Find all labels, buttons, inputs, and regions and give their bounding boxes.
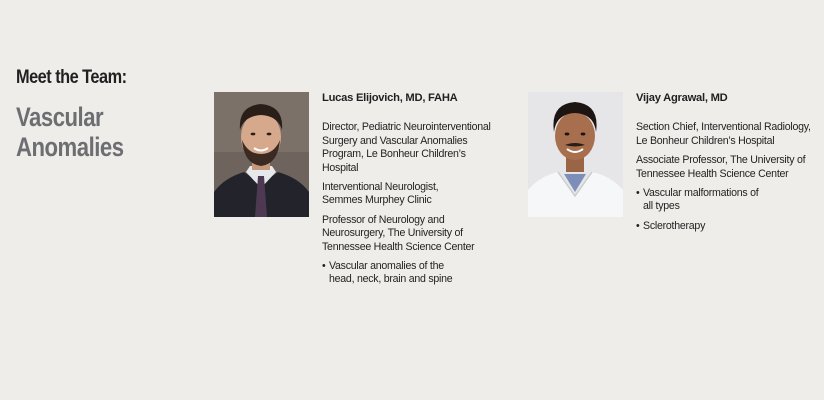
role-block bbox=[636, 121, 824, 148]
member-info-elijovich bbox=[322, 92, 522, 293]
role-line: Neurosurgery, The University of bbox=[322, 227, 463, 240]
heading-title-line: Anomalies bbox=[16, 132, 124, 162]
role-block bbox=[322, 181, 522, 208]
section-heading bbox=[16, 65, 201, 162]
specialty-item bbox=[636, 220, 824, 233]
role-line: Director, Pediatric Neurointerventional bbox=[322, 121, 491, 134]
member-name: Vijay Agrawal, MD bbox=[636, 92, 728, 104]
specialty-item bbox=[322, 260, 522, 287]
portrait-photo-agrawal bbox=[528, 92, 623, 217]
heading-kicker: Meet the Team: bbox=[16, 67, 127, 88]
role-line: Professor of Neurology and bbox=[322, 213, 445, 226]
role-block bbox=[322, 214, 522, 254]
role-line: Le Bonheur Children’s Hospital bbox=[636, 134, 775, 147]
specialty-line: • Vascular malformations of bbox=[643, 187, 759, 200]
role-line: Semmes Murphey Clinic bbox=[322, 194, 432, 207]
role-line: Surgery and Vascular Anomalies bbox=[322, 134, 468, 147]
role-line: Interventional Neurologist, bbox=[322, 181, 439, 194]
specialty-line: • Sclerotherapy bbox=[643, 219, 706, 232]
specialty-line: head, neck, brain and spine bbox=[329, 273, 453, 286]
member-info-agrawal bbox=[636, 92, 824, 239]
specialty-item bbox=[636, 187, 824, 214]
role-line: Program, Le Bonheur Children’s bbox=[322, 148, 466, 161]
role-line: Section Chief, Interventional Radiology, bbox=[636, 121, 811, 134]
specialty-line: • Vascular anomalies of the bbox=[329, 260, 444, 273]
role-line: Hospital bbox=[322, 161, 359, 174]
role-block bbox=[322, 121, 522, 175]
specialty-list bbox=[322, 260, 522, 287]
role-line: Tennessee Health Science Center bbox=[636, 167, 789, 180]
specialty-line: all types bbox=[643, 200, 680, 213]
role-block bbox=[636, 154, 824, 181]
portrait-photo-elijovich bbox=[214, 92, 309, 217]
role-line: Tennessee Health Science Center bbox=[322, 240, 475, 253]
specialty-list bbox=[636, 187, 824, 233]
heading-title-line: Vascular bbox=[16, 102, 104, 132]
member-name: Lucas Elijovich, MD, FAHA bbox=[322, 92, 458, 104]
heading-title bbox=[16, 102, 168, 162]
role-line: Associate Professor, The University of bbox=[636, 154, 806, 167]
